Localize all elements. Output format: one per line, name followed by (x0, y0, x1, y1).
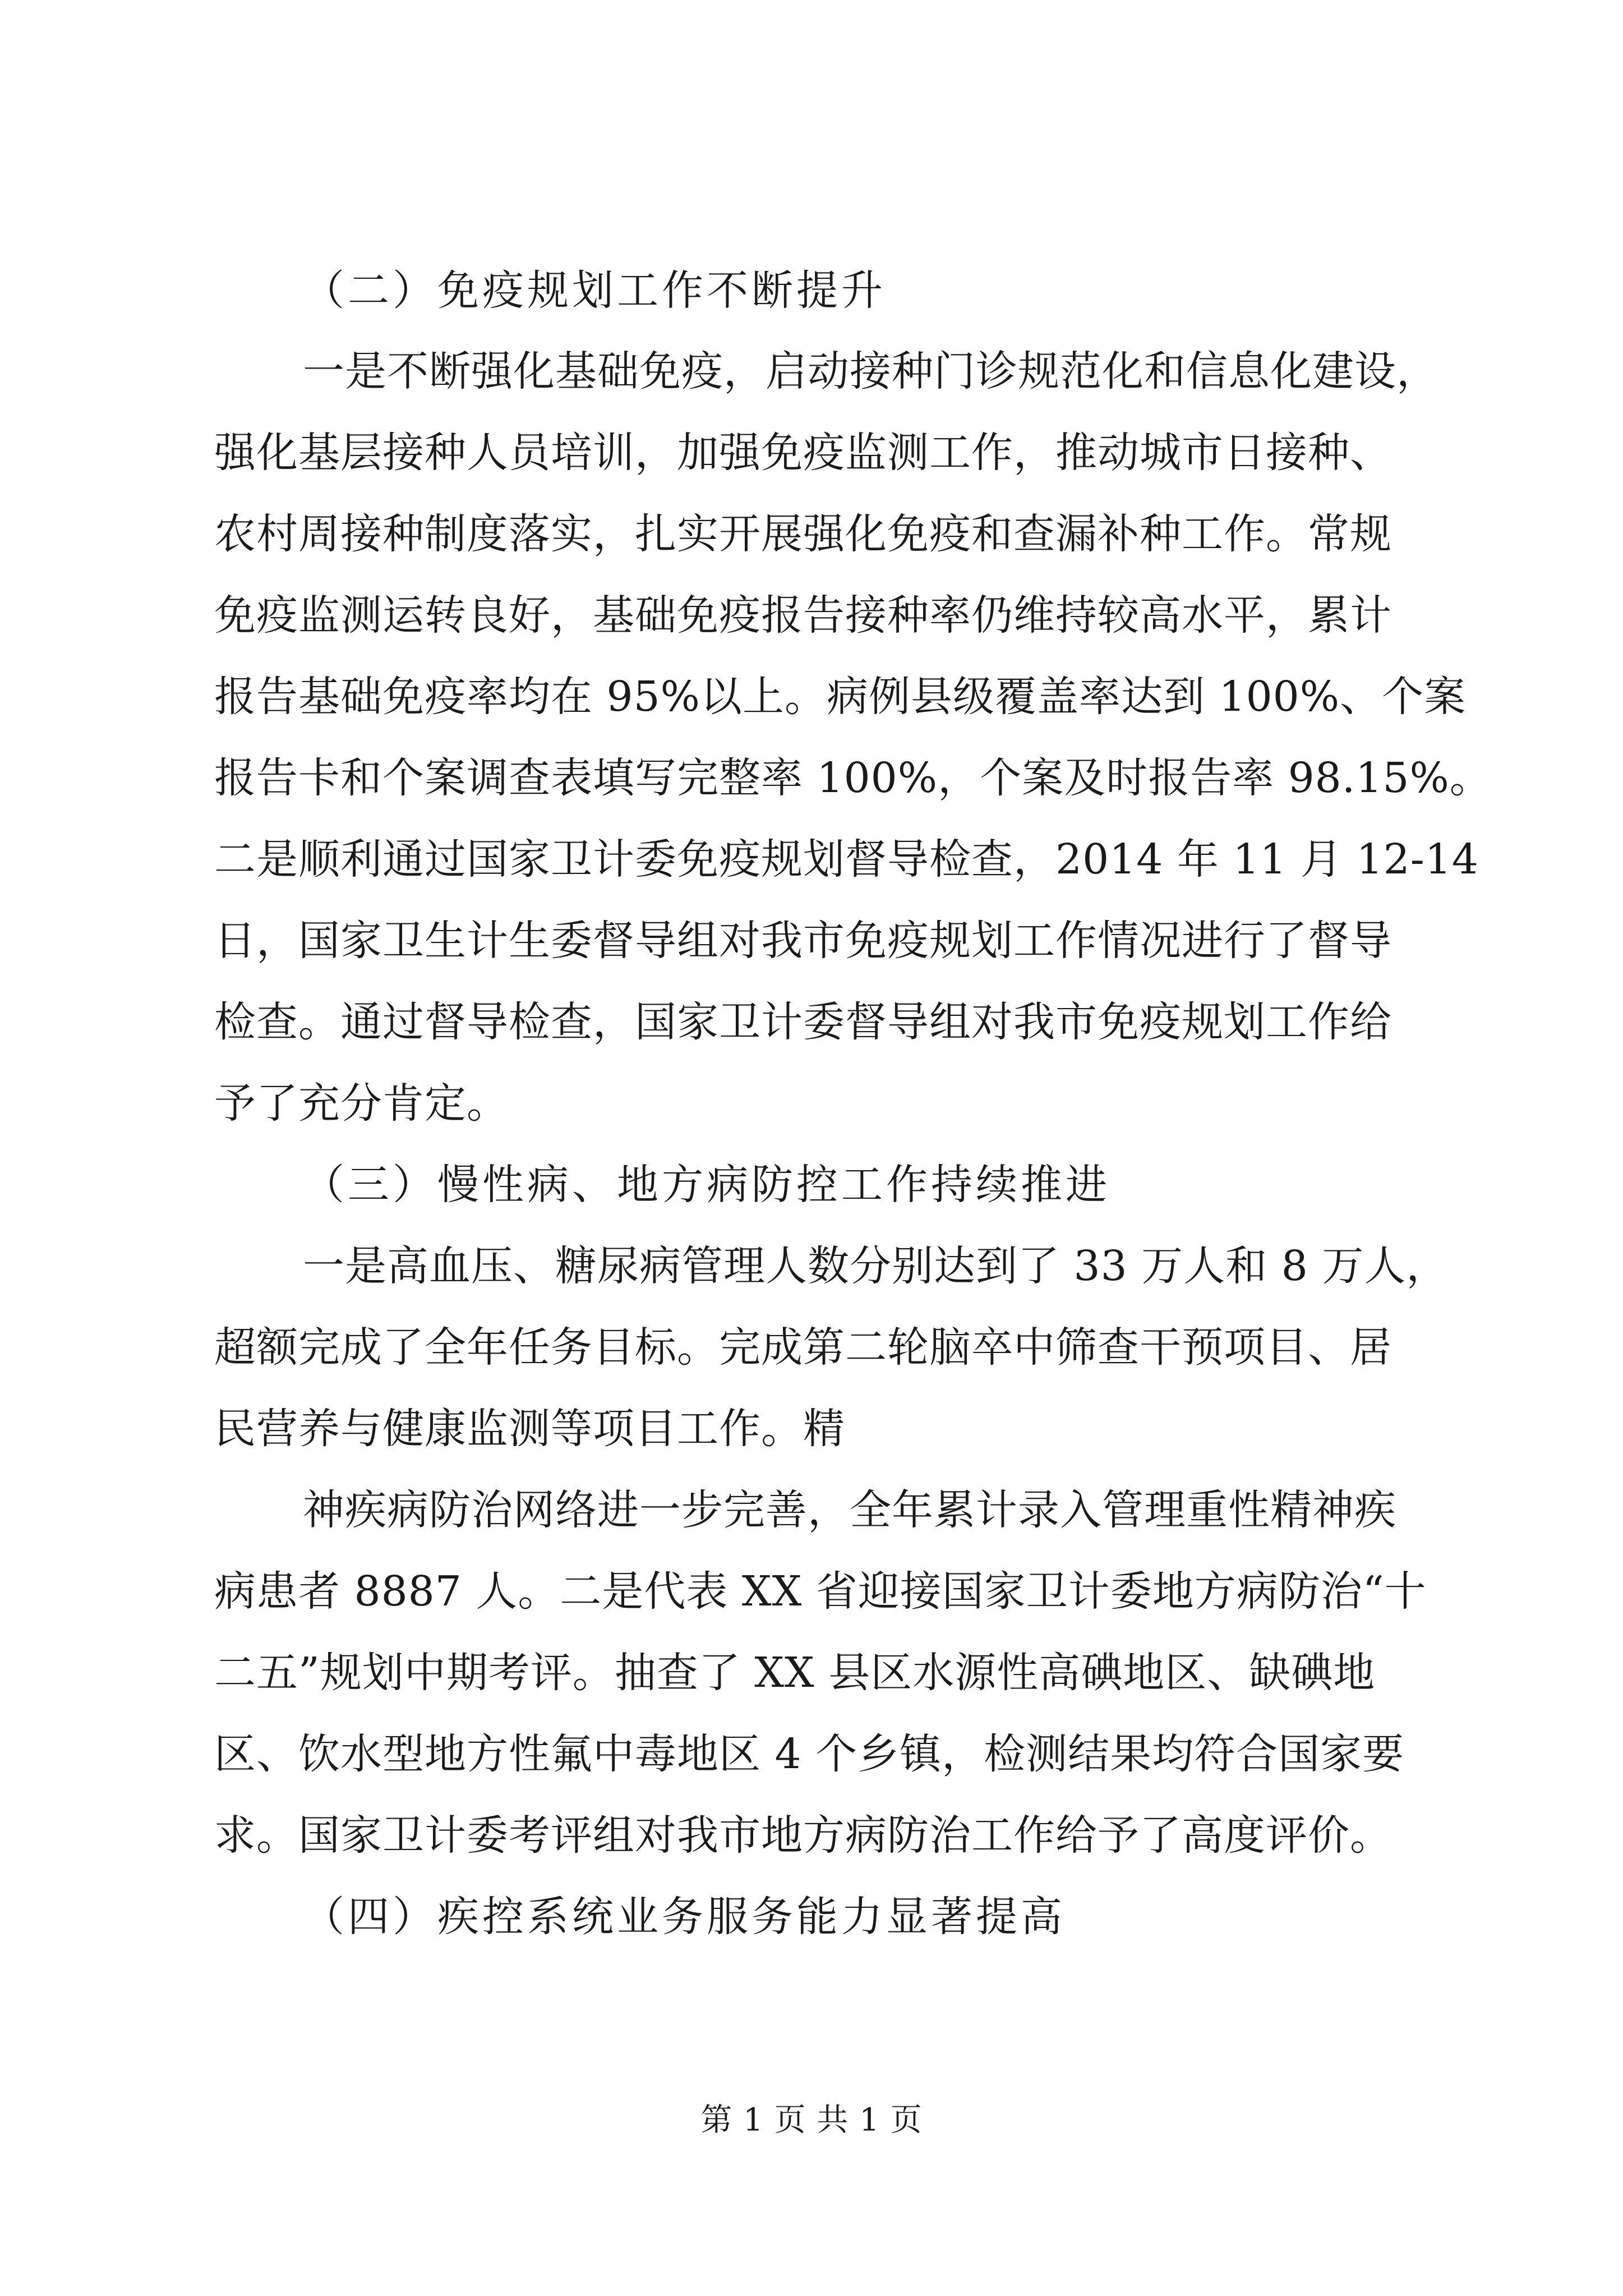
paragraph-line: 报告卡和个案调查表填写完整率 100%，个案及时报告率 98.15%。 (214, 754, 1492, 802)
paragraph-line: 报告基础免疫率均在 95%以上。病例县级覆盖率达到 100%、个案 (214, 673, 1467, 721)
paragraph-line: 超额完成了全年任务目标。完成第二轮脑卒中筛查干预项目、居 (214, 1323, 1392, 1372)
paragraph-line: 强化基层接种人员培训，加强免疫监测工作，推动城市日接种、 (214, 429, 1392, 477)
paragraph-line: 予了充分肯定。 (214, 1079, 509, 1128)
paragraph-line: 农村周接种制度落实，扎实开展强化免疫和查漏补种工作。常规 (214, 510, 1392, 558)
paragraph-line: 求。国家卫计委考评组对我市地方病防治工作给予了高度评价。 (214, 1811, 1392, 1860)
paragraph-line: 免疫监测运转良好，基础免疫报告接种率仍维持较高水平，累计 (214, 591, 1392, 639)
paragraph-line: 区、饮水型地方性氟中毒地区 4 个乡镇，检测结果均符合国家要 (214, 1730, 1405, 1778)
paragraph-line: 日，国家卫生计生委督导组对我市免疫规划工作情况进行了督导 (214, 917, 1392, 965)
section-heading-3: （三）慢性病、地方病防控工作持续推进 (303, 1161, 1110, 1209)
section-heading-2: （二）免疫规划工作不断提升 (303, 266, 886, 315)
paragraph-line: 二是顺利通过国家卫计委免疫规划督导检查，2014 年 11 月 12-14 (214, 835, 1479, 884)
paragraph-line: 一是不断强化基础免疫，启动接种门诊规范化和信息化建设， (303, 347, 1438, 395)
paragraph-line: 一是高血压、糖尿病管理人数分别达到了 33 万人和 8 万人， (303, 1242, 1449, 1290)
page-footer: 第 1 页 共 1 页 (700, 2102, 923, 2138)
section-heading-4: （四）疾控系统业务服务能力显著提高 (303, 1893, 1066, 1941)
paragraph-line: 神疾病防治网络进一步完善，全年累计录入管理重性精神疾 (303, 1486, 1396, 1534)
paragraph-line: 病患者 8887 人。二是代表 XX 省迎接国家卫计委地方病防治“十 (214, 1567, 1427, 1616)
paragraph-line: 检查。通过督导检查，国家卫计委督导组对我市免疫规划工作给 (214, 998, 1392, 1046)
paragraph-line: 民营养与健康监测等项目工作。精 (214, 1405, 845, 1453)
paragraph-line: 二五”规划中期考评。抽查了 XX 县区水源性高碘地区、缺碘地 (214, 1649, 1376, 1697)
